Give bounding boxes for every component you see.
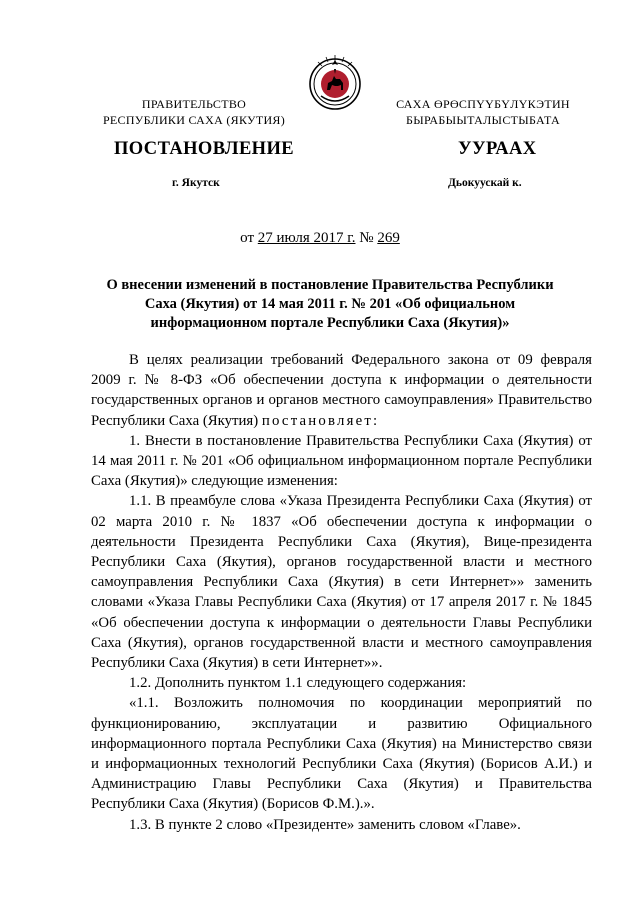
subject-line: Саха (Якутия) от 14 мая 2011 г. № 201 «Об официальном xyxy=(144,296,516,312)
document-type-yakut: УУРААХ xyxy=(458,139,537,159)
org-line: РЕСПУБЛИКИ САХА (ЯКУТИЯ) xyxy=(102,113,286,127)
document-date: 27 июля 2017 г. xyxy=(257,230,356,246)
paragraph-preamble xyxy=(91,350,592,431)
date-number-line xyxy=(0,230,640,247)
paragraph-item-1-1: 1.1. В преамбуле слова «Указа Президента Республики Саха (Якутия) от 02 марта 2010 г. № 1837 «Об обеспечении доступа к информации о деятельности Президента Республики Саха (Якутия), Вице-президента Республики Саха (Якутия), органов государственной власти и местного самоуправления Республики Саха (Якутия) в сети Интернет»» заменить словами «Указа Главы Республики Саха (Якутия) от 17 апреля 2017 г. № 1845 «Об обеспечении доступа к информации о деятельности Главы Республики Саха (Якутия), органов государственной власти и местного самоуправления Республики Саха (Якутия) в сети Интернет»». xyxy=(91,493,592,672)
paragraph-item-1: 1. Внести в постановление Правительства Республики Саха (Якутия) от 14 мая 2011 г. № 201 «Об официальном информационном портале Республики Саха (Якутия)» следующие изменения: xyxy=(91,432,592,490)
document-number: 269 xyxy=(377,230,400,246)
paragraph-item-1-2-quote: «1.1. Возложить полномочия по координации мероприятий по функционированию, эксплуатации и развитию Официального информационного портала Республики Саха (Якутия) на Министерство связи и информационных технологий Республики Саха (Якутия) (Борисов А.И.) и Администрацию Главы Республики Саха (Якутия) и Правительства Республики Саха (Якутия) (Борисов Ф.М.).». xyxy=(91,695,592,813)
city-russian: г. Якутск xyxy=(172,177,220,189)
subject-line: О внесении изменений в постановление Правительства Республики xyxy=(106,277,554,293)
org-line: САХА ӨРӨСПҮҮБҮЛҮКЭТИН xyxy=(396,97,570,111)
coat-of-arms-emblem-icon xyxy=(308,52,362,112)
document-type-russian: ПОСТАНОВЛЕНИЕ xyxy=(114,139,295,159)
preamble-text: В целях реализации требований Федерального закона от 09 февраля 2009 г. № 8-ФЗ «Об обеспечении доступа к информации о деятельности государственных органов и органов местного самоуправления» Правительство Республики Саха (Якутия) xyxy=(91,352,592,429)
org-name-russian xyxy=(94,96,294,128)
paragraph-item-1-3: 1.3. В пункте 2 слово «Президенте» заменить словом «Главе». xyxy=(129,816,521,833)
number-label: № xyxy=(355,230,378,246)
paragraph-item-1-2: 1.2. Дополнить пунктом 1.1 следующего содержания: xyxy=(129,675,467,692)
city-yakut: Дьокуускай к. xyxy=(448,177,522,189)
date-prefix: от xyxy=(240,230,258,246)
subject-line: информационном портале Республики Саха (Якутия)» xyxy=(150,315,510,331)
org-line: БЫРАБЫЫТАЛЫСТЫБАТА xyxy=(406,113,560,127)
document-subject xyxy=(100,276,560,333)
document-body xyxy=(91,350,592,835)
org-name-yakut xyxy=(378,96,588,128)
preamble-decree-word: постановляет: xyxy=(261,412,380,429)
org-line: ПРАВИТЕЛЬСТВО xyxy=(141,97,247,111)
